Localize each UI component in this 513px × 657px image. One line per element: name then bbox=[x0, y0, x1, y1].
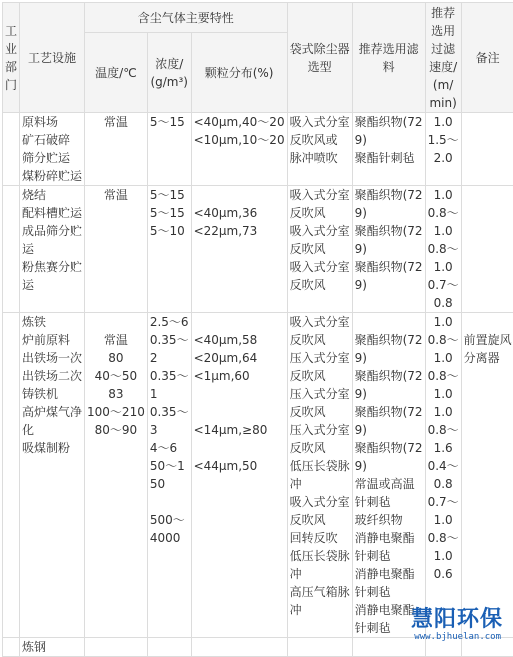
cell-collector bbox=[287, 186, 352, 313]
cell-process bbox=[20, 638, 85, 657]
table-row bbox=[3, 186, 513, 313]
cell-line bbox=[355, 313, 423, 331]
cell-line: 0.8～ bbox=[428, 204, 459, 222]
cell-line: 运 bbox=[22, 240, 82, 258]
cell-line: 原料场 bbox=[22, 113, 82, 131]
cell-line: 1.0 bbox=[428, 349, 459, 367]
cell-line: 100～210 bbox=[87, 403, 145, 421]
cell-line: 50～1 bbox=[150, 457, 189, 475]
cell-line bbox=[464, 313, 512, 331]
cell-line: 1 bbox=[150, 385, 189, 403]
cell-line: 吸入式分室 bbox=[290, 113, 350, 131]
cell-line: 出铁场一次 bbox=[22, 349, 82, 367]
cell-particle bbox=[191, 186, 287, 313]
cell-line: 常温或高温 bbox=[355, 475, 423, 493]
cell-line: 反吹风 bbox=[290, 276, 350, 294]
cell-line: 冲 bbox=[290, 601, 350, 619]
cell-line: 冲 bbox=[290, 475, 350, 493]
cell-line: 配料槽贮运 bbox=[22, 204, 82, 222]
cell-line: 成品筛分贮 bbox=[22, 222, 82, 240]
cell-line: 冲 bbox=[290, 565, 350, 583]
cell-line: 炼铁 bbox=[22, 313, 82, 331]
cell-line: 1.0 bbox=[428, 186, 459, 204]
cell-particle bbox=[191, 313, 287, 638]
cell-line: 80 bbox=[87, 349, 145, 367]
cell-line: 聚酯织物(72 bbox=[355, 367, 423, 385]
header-gas-group: 含尘气体主要特性 bbox=[85, 3, 288, 33]
cell-line: 吸入式分室 bbox=[290, 258, 350, 276]
cell-line bbox=[194, 385, 285, 403]
watermark-logo bbox=[385, 602, 507, 642]
cell-filter bbox=[352, 113, 425, 186]
cell-line: 聚酯织物(72 bbox=[355, 439, 423, 457]
cell-line: 反吹风 bbox=[290, 204, 350, 222]
cell-line bbox=[194, 186, 285, 204]
cell-process bbox=[20, 113, 85, 186]
cell-temp bbox=[85, 313, 148, 638]
table-row bbox=[3, 113, 513, 186]
cell-line: 5～15 bbox=[150, 113, 189, 131]
cell-line: <40μm,40～20 bbox=[194, 113, 285, 131]
cell-line: 反吹风 bbox=[290, 240, 350, 258]
cell-line: 83 bbox=[87, 385, 145, 403]
cell-line: 压入式分室 bbox=[290, 349, 350, 367]
cell-particle bbox=[191, 638, 287, 657]
header-collector: 袋式除尘器选型 bbox=[287, 3, 352, 113]
cell-line: 高炉煤气净 bbox=[22, 403, 82, 421]
cell-line: 低压长袋脉 bbox=[290, 547, 350, 565]
cell-line: 针刺毡 bbox=[355, 583, 423, 601]
table-row bbox=[3, 313, 513, 638]
cell-line: 0.8～ bbox=[428, 421, 459, 439]
cell-line: 低压长袋脉 bbox=[290, 457, 350, 475]
cell-line: 消静电聚酯 bbox=[355, 565, 423, 583]
cell-line: 0.8 bbox=[428, 475, 459, 493]
dust-collector-table bbox=[2, 2, 513, 657]
cell-temp bbox=[85, 638, 148, 657]
cell-line bbox=[194, 313, 285, 331]
cell-line bbox=[150, 493, 189, 511]
cell-line: 2.0 bbox=[428, 149, 459, 167]
cell-line: 40～50 bbox=[87, 367, 145, 385]
cell-line: 5～10 bbox=[150, 222, 189, 240]
cell-speed bbox=[425, 313, 461, 638]
cell-line: 500～ bbox=[150, 511, 189, 529]
cell-line: 0.8 bbox=[428, 294, 459, 312]
cell-line: 反吹风 bbox=[290, 331, 350, 349]
cell-line: <14μm,≥80 bbox=[194, 421, 285, 439]
logo-sub: www.bjhuelan.com bbox=[414, 632, 501, 642]
cell-line: 炉前原料 bbox=[22, 331, 82, 349]
cell-filter bbox=[352, 313, 425, 638]
header-conc: 浓度/(g/m³) bbox=[147, 33, 191, 113]
cell-line: <44μm,50 bbox=[194, 457, 285, 475]
cell-line: 粉焦赛分贮 bbox=[22, 258, 82, 276]
cell-line: 0.35～ bbox=[150, 403, 189, 421]
cell-line: 1.0 bbox=[428, 258, 459, 276]
cell-collector bbox=[287, 113, 352, 186]
cell-line: 消静电聚酯 bbox=[355, 601, 423, 619]
cell-line: 吸入式分室 bbox=[290, 313, 350, 331]
cell-line: 9) bbox=[355, 276, 423, 294]
cell-line: <1μm,60 bbox=[194, 367, 285, 385]
cell-dept bbox=[3, 313, 20, 638]
cell-conc bbox=[147, 113, 191, 186]
cell-collector bbox=[287, 638, 352, 657]
cell-remark bbox=[461, 313, 513, 638]
cell-line: 0.6 bbox=[428, 565, 459, 583]
cell-line: 反吹风或 bbox=[290, 131, 350, 149]
header-speed: 推荐选用过滤速度/(m/min) bbox=[425, 3, 461, 113]
cell-line: 吸入式分室 bbox=[290, 186, 350, 204]
cell-line: 针刺毡 bbox=[355, 619, 423, 637]
cell-line: 9) bbox=[355, 240, 423, 258]
cell-speed bbox=[425, 113, 461, 186]
cell-dept bbox=[3, 113, 20, 186]
cell-line: 常温 bbox=[87, 113, 145, 131]
cell-line: 反吹风 bbox=[290, 439, 350, 457]
cell-line: 运 bbox=[22, 276, 82, 294]
cell-line: 脉冲喷吹 bbox=[290, 149, 350, 167]
header-filter: 推荐选用滤料 bbox=[352, 3, 425, 113]
cell-line: 2 bbox=[150, 349, 189, 367]
cell-line: 反吹风 bbox=[290, 367, 350, 385]
cell-line: 反吹风 bbox=[290, 511, 350, 529]
cell-line: 出铁场二次 bbox=[22, 367, 82, 385]
cell-line: 铸铁机 bbox=[22, 385, 82, 403]
cell-line: 矿石破碎 bbox=[22, 131, 82, 149]
cell-line: 回转反吹 bbox=[290, 529, 350, 547]
cell-collector bbox=[287, 313, 352, 638]
cell-filter bbox=[352, 186, 425, 313]
cell-line: 针刺毡 bbox=[355, 547, 423, 565]
header-particle: 颗粒分布(%) bbox=[191, 33, 287, 113]
cell-line: 1.0 bbox=[428, 313, 459, 331]
cell-line: 5～15 bbox=[150, 186, 189, 204]
cell-conc bbox=[147, 186, 191, 313]
cell-line: 1.0 bbox=[428, 403, 459, 421]
cell-line: 1.0 bbox=[428, 113, 459, 131]
cell-line: 聚酯织物(72 bbox=[355, 186, 423, 204]
cell-line: 高压气箱脉 bbox=[290, 583, 350, 601]
cell-line: 2.5～6 bbox=[150, 313, 189, 331]
cell-line bbox=[194, 439, 285, 457]
cell-temp bbox=[85, 113, 148, 186]
cell-line: 聚酯织物(72 bbox=[355, 222, 423, 240]
cell-line: 1.0 bbox=[428, 511, 459, 529]
cell-line: 玻纤织物 bbox=[355, 511, 423, 529]
cell-line: 0.8～ bbox=[428, 240, 459, 258]
cell-line: 9) bbox=[355, 204, 423, 222]
cell-line: 压入式分室 bbox=[290, 421, 350, 439]
cell-line: 1.6 bbox=[428, 439, 459, 457]
cell-conc bbox=[147, 313, 191, 638]
cell-line: <40μm,58 bbox=[194, 331, 285, 349]
cell-process bbox=[20, 186, 85, 313]
cell-line: 聚酯针刺毡 bbox=[355, 149, 423, 167]
cell-line: 0.7～ bbox=[428, 276, 459, 294]
cell-line: 1.0 bbox=[428, 547, 459, 565]
cell-line: 1.0 bbox=[428, 222, 459, 240]
header-dept: 工业部门 bbox=[3, 3, 20, 113]
cell-line: 烧结 bbox=[22, 186, 82, 204]
cell-line: 化 bbox=[22, 421, 82, 439]
cell-line: 0.8～ bbox=[428, 331, 459, 349]
cell-line: 0.35～ bbox=[150, 367, 189, 385]
cell-line: 聚酯织物(72 bbox=[355, 331, 423, 349]
cell-speed bbox=[425, 186, 461, 313]
cell-line: 分离器 bbox=[464, 349, 512, 367]
cell-line: 针刺毡 bbox=[355, 493, 423, 511]
cell-line: 吸煤制粉 bbox=[22, 439, 82, 457]
cell-line: 80～90 bbox=[87, 421, 145, 439]
cell-line: 0.7～ bbox=[428, 493, 459, 511]
cell-line: 压入式分室 bbox=[290, 385, 350, 403]
cell-line: <10μm,10～20 bbox=[194, 131, 285, 149]
cell-line: 常温 bbox=[87, 331, 145, 349]
cell-line: 常温 bbox=[87, 186, 145, 204]
cell-line: 0.35～ bbox=[150, 331, 189, 349]
cell-line: <22μm,73 bbox=[194, 222, 285, 240]
cell-line: 反吹风 bbox=[290, 403, 350, 421]
cell-remark bbox=[461, 113, 513, 186]
cell-temp bbox=[85, 186, 148, 313]
cell-process bbox=[20, 313, 85, 638]
cell-line: 1.0 bbox=[428, 385, 459, 403]
cell-line: 吸入式分室 bbox=[290, 222, 350, 240]
cell-remark bbox=[461, 186, 513, 313]
cell-line: 1.5～ bbox=[428, 131, 459, 149]
cell-line: 聚酯织物(72 bbox=[355, 113, 423, 131]
cell-line: 煤粉碎贮运 bbox=[22, 167, 82, 185]
cell-line: 0.8～ bbox=[428, 529, 459, 547]
cell-line: 9) bbox=[355, 457, 423, 475]
cell-line bbox=[194, 403, 285, 421]
cell-dept bbox=[3, 638, 20, 657]
cell-line: 0.4～ bbox=[428, 457, 459, 475]
cell-line: 50 bbox=[150, 475, 189, 493]
cell-line: 5～15 bbox=[150, 204, 189, 222]
cell-line: 筛分贮运 bbox=[22, 149, 82, 167]
header-process: 工艺设施 bbox=[20, 3, 85, 113]
cell-line: 前置旋风 bbox=[464, 331, 512, 349]
cell-line: 9) bbox=[355, 385, 423, 403]
header-temp: 温度/℃ bbox=[85, 33, 148, 113]
cell-line bbox=[87, 313, 145, 331]
cell-line: <40μm,36 bbox=[194, 204, 285, 222]
cell-line: 9) bbox=[355, 349, 423, 367]
logo-main: 慧阳环保 bbox=[411, 602, 503, 633]
cell-line: 3 bbox=[150, 421, 189, 439]
cell-line: 9) bbox=[355, 131, 423, 149]
header-remark: 备注 bbox=[461, 3, 513, 113]
cell-dept bbox=[3, 186, 20, 313]
cell-line: 0.8～ bbox=[428, 367, 459, 385]
cell-line: 9) bbox=[355, 421, 423, 439]
cell-line: 聚酯织物(72 bbox=[355, 258, 423, 276]
cell-line: 消静电聚酯 bbox=[355, 529, 423, 547]
cell-line: 4～6 bbox=[150, 439, 189, 457]
cell-line: 炼钢 bbox=[22, 638, 82, 656]
cell-conc bbox=[147, 638, 191, 657]
cell-line: 4000 bbox=[150, 529, 189, 547]
cell-line: 吸入式分室 bbox=[290, 493, 350, 511]
cell-line: 聚酯织物(72 bbox=[355, 403, 423, 421]
cell-particle bbox=[191, 113, 287, 186]
cell-line: <20μm,64 bbox=[194, 349, 285, 367]
